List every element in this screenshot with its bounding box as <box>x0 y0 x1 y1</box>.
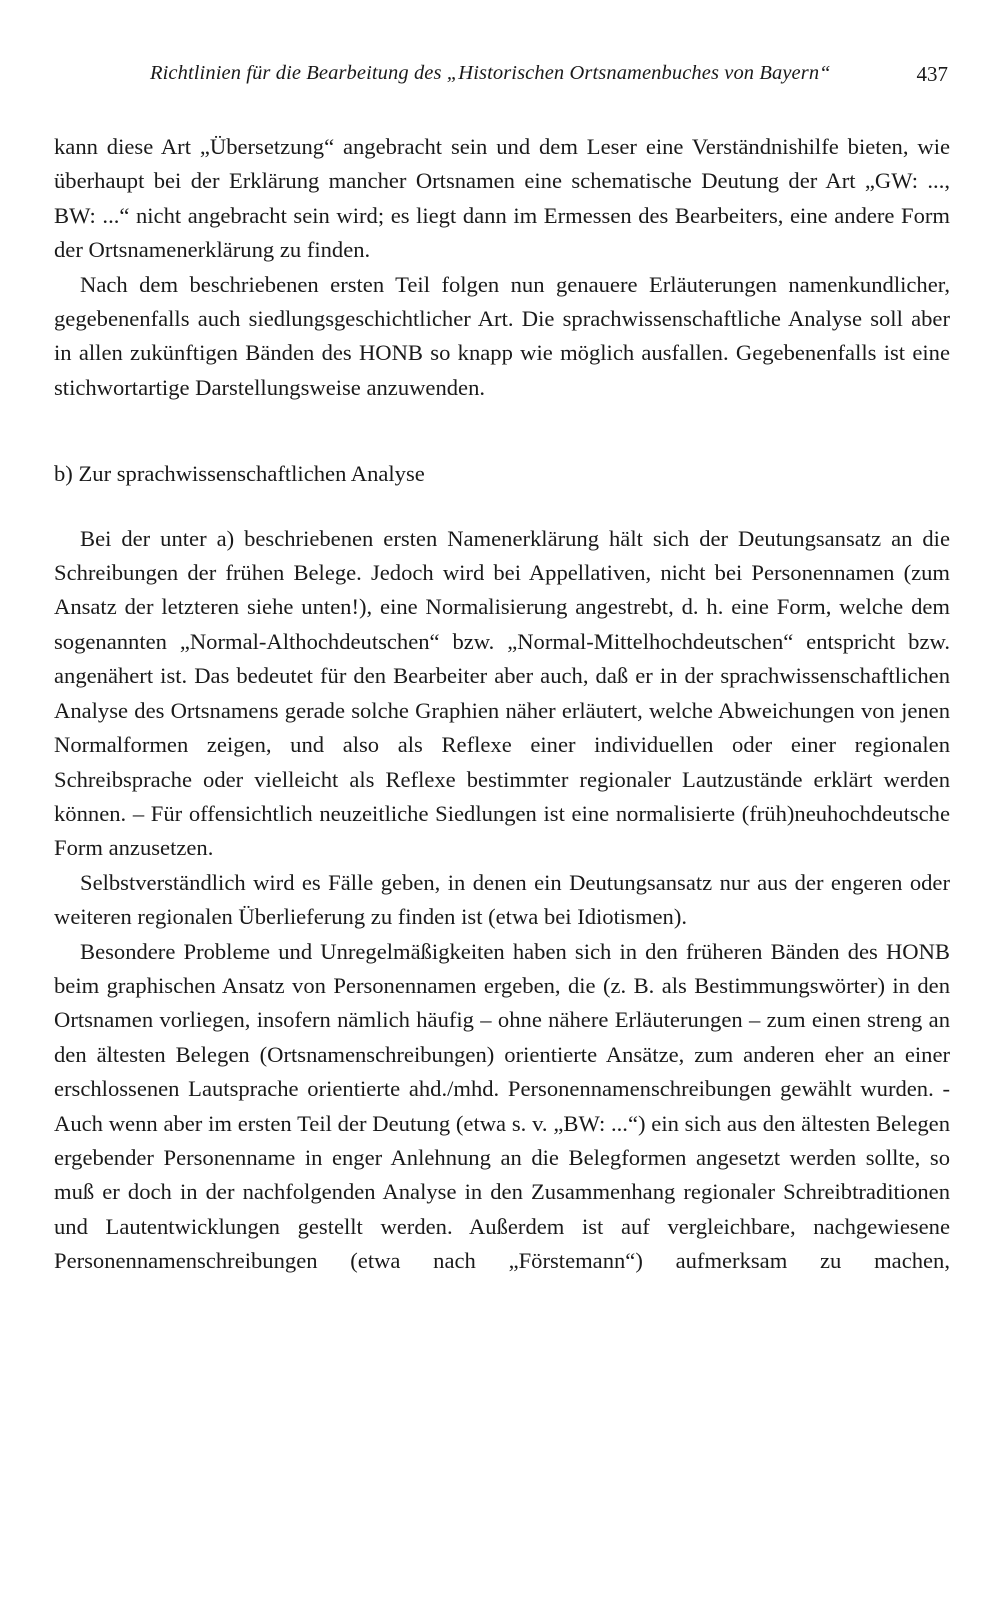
page-number: 437 <box>916 62 948 86</box>
running-head: Richtlinien für die Bearbeitung des „Historischen Ortsnamenbuches von Bayern“ <box>150 62 831 84</box>
paragraph-5: Besondere Probleme und Unregelmäßigkeiten haben sich in den früheren Bänden des HONB beim graphischen Ansatz von Personennamen ergeben, die (z. B. als Bestimmungswörter) in den Ortsnamen vorliegen, insofern nämlich häufig – ohne nähere Erläuterungen – zum einen streng an den ältesten Belegen (Ortsnamenschreibungen) orientierte Ansätze, zum anderen eher an einer erschlossenen Lautsprache orientierte ahd./mhd. Personennamenschreibungen gewählt wurden. - Auch wenn aber im ersten Teil der Deutung (etwa s. v. „BW: ...“) ein sich aus den ältesten Belegen ergebender Personenname in enger Anlehnung an die Belegformen angesetzt werden sollte, so muß er doch in der nachfolgenden Analyse in den Zusammenhang regionaler Schreibtraditionen und Lautentwicklungen gestellt werden. Außerdem ist auf vergleichbare, nachgewiesene Personennamenschreibungen (etwa nach „Förstemann“) aufmerksam zu machen, <box>54 938 950 1274</box>
paragraph-3: Bei der unter a) beschriebenen ersten Namenerklärung hält sich der Deutungsansatz an die Schreibungen der frühen Belege. Jedoch wird bei Appellativen, nicht bei Personennamen (zum Ansatz der letzteren siehe unten!), eine Normalisierung angestrebt, d. h. eine Form, welche dem sogenannten „Normal-Althochdeutschen“ bzw. „Normal-Mittelhochdeutschen“ entspricht bzw. angenähert ist. Das bedeutet für den Bearbeiter aber auch, daß er in der sprachwissenschaftlichen Analyse des Ortsnamens gerade solche Graphien näher erläutert, welche Abweichungen von jenen Normalformen zeigen, und also als Reflexe einer individuellen oder einer regionalen Schreibsprache oder vielleicht als Reflexe bestimmter regionaler Lautzustände erklärt werden können. – Für offensichtlich neuzeitliche Siedlungen ist eine normalisierte (früh)neuhochdeutsche Form anzusetzen. <box>54 525 950 861</box>
page-header <box>60 62 948 92</box>
paragraph-2: Nach dem beschriebenen ersten Teil folgen nun genauere Erläuterungen namenkundlicher, gegebenenfalls auch siedlungsgeschichtlicher Art. Die sprachwissenschaftliche Analyse soll aber in allen zukünftigen Bänden des HONB so knapp wie möglich ausfallen. Gegebenenfalls ist eine stichwortartige Darstellungsweise anzuwenden. <box>54 271 950 400</box>
paragraph-4: Selbstverständlich wird es Fälle geben, in denen ein Deutungsansatz nur aus der engeren oder weiteren regionalen Überlieferung zu finden ist (etwa bei Idiotismen). <box>54 869 950 930</box>
body-text <box>54 130 950 1279</box>
section-heading: b) Zur sprachwissenschaftlichen Analyse <box>54 461 425 487</box>
paragraph-1: kann diese Art „Übersetzung“ angebracht sein und dem Leser eine Verständnishilfe bieten, wie überhaupt bei der Erklärung mancher Ortsnamen eine schematische Deutung der Art „GW: ..., BW: ...“ nicht angebracht sein wird; es liegt dann im Ermessen des Bearbeiters, eine andere Form der Ortsnamenerklärung zu finden. <box>54 134 950 263</box>
